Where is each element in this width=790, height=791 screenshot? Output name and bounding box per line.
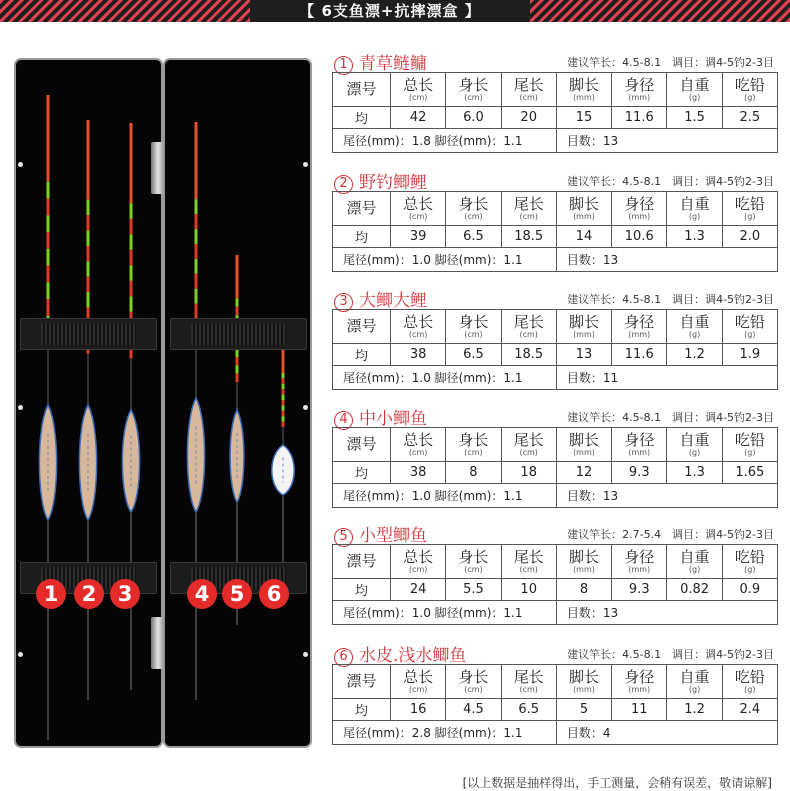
col-header: 身径 (mm) [612, 545, 667, 579]
col-header: 吃铅 (g) [722, 545, 777, 579]
diameter-info: 尾径(mm)：1.0 脚径(mm)：1.1 [333, 366, 557, 390]
table-cell: 18.5 [501, 226, 556, 248]
spec-table [332, 191, 778, 272]
spec-table [332, 544, 778, 625]
table-row [333, 579, 778, 601]
diameter-info: 尾径(mm)：2.8 脚径(mm)：1.1 [333, 721, 557, 745]
col-header: 身径 (mm) [612, 665, 667, 699]
col-header: 总长 (cm) [391, 428, 446, 462]
col-header: 总长 (cm) [391, 545, 446, 579]
col-header: 尾长 (cm) [501, 73, 556, 107]
table-cell: 5.5 [446, 579, 501, 601]
table-cell: 9.3 [612, 579, 667, 601]
col-header: 总长 (cm) [391, 73, 446, 107]
table-cell: 1.2 [667, 344, 722, 366]
col-header: 漂号 [333, 428, 391, 462]
table-footer-row [333, 484, 778, 508]
table-cell: 38 [391, 344, 446, 366]
table-cell: 1.65 [722, 462, 777, 484]
col-header: 总长 (cm) [391, 665, 446, 699]
section-name: 青草鲢鳙 [359, 54, 427, 74]
table-cell: 16 [391, 699, 446, 721]
rod-recommendation: 建议竿长：4.5-8.1 调目：调4-5钓2-3目 [567, 293, 774, 306]
rod-recommendation: 建议竿长：4.5-8.1 调目：调4-5钓2-3目 [567, 648, 774, 661]
table-row [333, 699, 778, 721]
col-header: 吃铅 (g) [722, 665, 777, 699]
table-footer-row [333, 129, 778, 153]
col-header: 漂号 [333, 665, 391, 699]
col-header: 脚长 (mm) [556, 310, 611, 344]
table-cell: 1.5 [667, 107, 722, 129]
col-header: 脚长 (mm) [556, 665, 611, 699]
spec-table [332, 72, 778, 153]
col-header: 身长 (cm) [446, 545, 501, 579]
table-cell: 10.6 [612, 226, 667, 248]
table-cell: 均 [333, 226, 391, 248]
col-header: 脚长 (mm) [556, 73, 611, 107]
col-header: 吃铅 (g) [722, 73, 777, 107]
table-cell: 均 [333, 107, 391, 129]
section-header [330, 48, 778, 74]
table-cell: 6.5 [446, 226, 501, 248]
float-number-2: 2 [74, 579, 104, 609]
table-footer-row [333, 366, 778, 390]
table-cell: 0.9 [722, 579, 777, 601]
col-header: 脚长 (mm) [556, 545, 611, 579]
table-cell: 18 [501, 462, 556, 484]
section-name: 中小鲫鱼 [359, 409, 427, 429]
rod-recommendation: 建议竿长：4.5-8.1 调目：调4-5钓2-3目 [567, 175, 774, 188]
section-header [330, 403, 778, 429]
col-header: 脚长 (mm) [556, 192, 611, 226]
col-header: 自重 (g) [667, 545, 722, 579]
col-header: 身径 (mm) [612, 192, 667, 226]
col-header: 身长 (cm) [446, 428, 501, 462]
col-header: 尾长 (cm) [501, 665, 556, 699]
float-number-5: 5 [222, 579, 252, 609]
section-header [330, 520, 778, 546]
table-cell: 均 [333, 579, 391, 601]
section-badge: 2 [334, 175, 353, 194]
eye-count: 目数：4 [556, 721, 777, 745]
table-cell: 均 [333, 699, 391, 721]
table-cell: 均 [333, 344, 391, 366]
col-header: 吃铅 (g) [722, 310, 777, 344]
table-footer-row [333, 248, 778, 272]
table-cell: 6.5 [446, 344, 501, 366]
diameter-info: 尾径(mm)：1.0 脚径(mm)：1.1 [333, 601, 557, 625]
table-header-row [333, 545, 778, 579]
spec-table [332, 664, 778, 745]
table-row [333, 462, 778, 484]
table-cell: 4.5 [446, 699, 501, 721]
eye-count: 目数：13 [556, 129, 777, 153]
float-number-3: 3 [110, 579, 140, 609]
col-header: 自重 (g) [667, 665, 722, 699]
eye-count: 目数：13 [556, 601, 777, 625]
col-header: 尾长 (cm) [501, 310, 556, 344]
table-footer-row [333, 721, 778, 745]
section-badge: 3 [334, 293, 353, 312]
rod-recommendation: 建议竿长：4.5-8.1 调目：调4-5钓2-3目 [567, 56, 774, 69]
table-cell: 38 [391, 462, 446, 484]
table-cell: 20 [501, 107, 556, 129]
table-cell: 11.6 [612, 344, 667, 366]
col-header: 漂号 [333, 545, 391, 579]
col-header: 身径 (mm) [612, 73, 667, 107]
eye-count: 目数：13 [556, 484, 777, 508]
section-name: 小型鲫鱼 [359, 526, 427, 546]
col-header: 尾长 (cm) [501, 428, 556, 462]
col-header: 自重 (g) [667, 428, 722, 462]
section-header [330, 285, 778, 311]
table-cell: 14 [556, 226, 611, 248]
table-cell: 42 [391, 107, 446, 129]
section-header [330, 640, 778, 666]
page-title: 【 6支鱼漂+抗摔漂盒 】 [299, 2, 481, 20]
table-cell: 1.9 [722, 344, 777, 366]
section-badge: 6 [334, 648, 353, 667]
col-header: 自重 (g) [667, 192, 722, 226]
section-badge: 1 [334, 56, 353, 75]
table-cell: 10 [501, 579, 556, 601]
col-header: 尾长 (cm) [501, 545, 556, 579]
table-cell: 6.0 [446, 107, 501, 129]
table-cell: 1.2 [667, 699, 722, 721]
eye-count: 目数：11 [556, 366, 777, 390]
table-cell: 5 [556, 699, 611, 721]
col-header: 自重 (g) [667, 310, 722, 344]
col-header: 漂号 [333, 310, 391, 344]
table-cell: 6.5 [501, 699, 556, 721]
table-cell: 2.4 [722, 699, 777, 721]
float-number-1: 1 [36, 579, 66, 609]
table-row [333, 107, 778, 129]
table-cell: 均 [333, 462, 391, 484]
spec-table [332, 427, 778, 508]
table-cell: 24 [391, 579, 446, 601]
eye-count: 目数：13 [556, 248, 777, 272]
table-row [333, 226, 778, 248]
spec-table [332, 309, 778, 390]
table-cell: 12 [556, 462, 611, 484]
col-header: 漂号 [333, 192, 391, 226]
rod-recommendation: 建议竿长：4.5-8.1 调目：调4-5钓2-3目 [567, 411, 774, 424]
table-cell: 11 [612, 699, 667, 721]
table-footer-row [333, 601, 778, 625]
table-header-row [333, 192, 778, 226]
col-header: 身径 (mm) [612, 310, 667, 344]
float-number-4: 4 [187, 579, 217, 609]
col-header: 身长 (cm) [446, 665, 501, 699]
foam-clip [20, 318, 157, 350]
table-cell: 9.3 [612, 462, 667, 484]
col-header: 总长 (cm) [391, 192, 446, 226]
table-header-row [333, 73, 778, 107]
section-badge: 5 [334, 528, 353, 547]
table-cell: 0.82 [667, 579, 722, 601]
table-cell: 18.5 [501, 344, 556, 366]
table-cell: 15 [556, 107, 611, 129]
section-name: 大鲫大鲤 [359, 291, 427, 311]
col-header: 总长 (cm) [391, 310, 446, 344]
table-cell: 39 [391, 226, 446, 248]
table-cell: 2.0 [722, 226, 777, 248]
col-header: 吃铅 (g) [722, 192, 777, 226]
section-badge: 4 [334, 411, 353, 430]
col-header: 脚长 (mm) [556, 428, 611, 462]
col-header: 漂号 [333, 73, 391, 107]
diameter-info: 尾径(mm)：1.0 脚径(mm)：1.1 [333, 248, 557, 272]
col-header: 身长 (cm) [446, 73, 501, 107]
table-cell: 8 [446, 462, 501, 484]
col-header: 身径 (mm) [612, 428, 667, 462]
rod-recommendation: 建议竿长：2.7-5.4 调目：调4-5钓2-3目 [567, 528, 774, 541]
section-name: 水皮.浅水鲫鱼 [359, 646, 467, 666]
table-cell: 11.6 [612, 107, 667, 129]
col-header: 身长 (cm) [446, 310, 501, 344]
table-header-row [333, 428, 778, 462]
diameter-info: 尾径(mm)：1.0 脚径(mm)：1.1 [333, 484, 557, 508]
table-cell: 2.5 [722, 107, 777, 129]
table-row [333, 344, 778, 366]
section-header [330, 167, 778, 193]
table-header-row [333, 310, 778, 344]
diameter-info: 尾径(mm)：1.8 脚径(mm)：1.1 [333, 129, 557, 153]
col-header: 吃铅 (g) [722, 428, 777, 462]
section-name: 野钓鲫鲤 [359, 173, 427, 193]
foam-clip [170, 318, 307, 350]
float-number-6: 6 [259, 579, 289, 609]
col-header: 身长 (cm) [446, 192, 501, 226]
table-cell: 8 [556, 579, 611, 601]
footnote: [以上数据是抽样得出，手工测量，会稍有误差，敬请谅解] [462, 776, 772, 790]
table-cell: 1.3 [667, 226, 722, 248]
col-header: 自重 (g) [667, 73, 722, 107]
col-header: 尾长 (cm) [501, 192, 556, 226]
table-cell: 1.3 [667, 462, 722, 484]
table-header-row [333, 665, 778, 699]
table-cell: 13 [556, 344, 611, 366]
